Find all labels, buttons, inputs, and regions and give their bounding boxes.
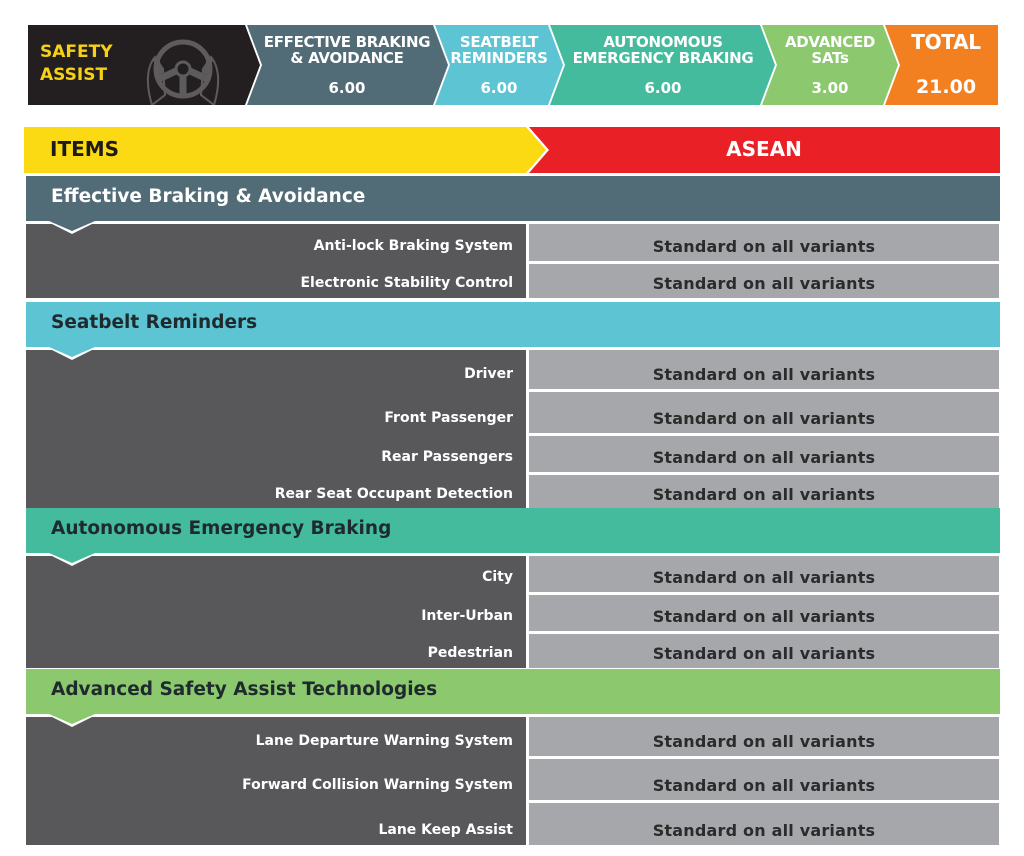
section-header [26,176,1000,221]
asean-value: Standard on all variants [652,485,876,504]
score-autonomous-emergency-braking [558,25,768,105]
asean-value-cell [529,392,999,433]
row-item-label: City [482,569,513,585]
row-item-label: Front Passenger [384,410,513,426]
section-header [26,508,1000,553]
asean-value-cell [529,224,999,261]
row-item-label: Pedestrian [427,645,513,661]
asean-value-cell [529,436,999,472]
asean-value: Standard on all variants [652,568,876,587]
asean-value: Standard on all variants [652,448,876,467]
table-header [24,127,1000,173]
safety-assist-line1: SAFETY [40,42,113,62]
section-pointer-icon [46,553,98,569]
row-item-label: Lane Departure Warning System [255,733,513,749]
row-item-label: Rear Passengers [381,449,513,465]
asean-value: Standard on all variants [652,776,876,795]
asean-value: Standard on all variants [652,365,876,384]
row-item-label: Electronic Stability Control [300,275,513,291]
score-seatbelt-reminders [442,25,556,105]
asean-value: Standard on all variants [652,237,876,256]
asean-value-cell [529,475,999,509]
steering-wheel-hands-icon [143,29,223,105]
section-header [26,669,1000,714]
asean-value: Standard on all variants [652,274,876,293]
segment-label: SATs [811,49,849,67]
segment-score: 3.00 [811,79,849,97]
score-advanced-sats [770,25,890,105]
asean-value-cell [529,556,999,592]
asean-column-header: ASEAN [726,137,802,161]
section-title: Autonomous Emergency Braking [51,518,392,539]
segment-score: 6.00 [480,79,518,97]
safety-assist-title [40,41,113,87]
segment-label: EFFECTIVE BRAKING [263,33,431,51]
section-title: Advanced Safety Assist Technologies [51,679,438,700]
safety-assist-score-banner [28,25,998,105]
segment-score: 6.00 [328,79,366,97]
asean-value: Standard on all variants [652,732,876,751]
segment-label: ADVANCED [784,33,876,51]
section-title: Seatbelt Reminders [51,312,258,333]
segment-label: AUTONOMOUS [603,33,723,51]
section-header [26,302,1000,347]
section-pointer-icon [46,221,98,237]
row-item-label: Lane Keep Assist [378,822,513,838]
asean-value: Standard on all variants [652,644,876,663]
row-item-label: Anti-lock Braking System [313,238,513,254]
segment-score: 6.00 [644,79,682,97]
segment-label: EMERGENCY BRAKING [572,49,754,67]
row-item-label: Forward Collision Warning System [242,777,513,793]
asean-value-cell [529,759,999,800]
safety-assist-line2: ASSIST [40,65,108,85]
items-column-header: ITEMS [50,137,120,161]
asean-value-cell [529,350,999,389]
row-item-label: Inter-Urban [421,608,513,624]
section-pointer-icon [46,347,98,363]
asean-value-cell [529,803,999,845]
row-item-label: Rear Seat Occupant Detection [274,486,513,502]
segment-label: & AVOIDANCE [290,49,404,67]
segment-label: REMINDERS [450,49,548,67]
row-item-label: Driver [464,366,513,382]
asean-value-cell [529,264,999,298]
section-pointer-icon [46,714,98,730]
score-effective-braking [254,25,440,105]
asean-value: Standard on all variants [652,821,876,840]
asean-value: Standard on all variants [652,409,876,428]
segment-label: SEATBELT [459,33,539,51]
section-title: Effective Braking & Avoidance [51,186,366,207]
total-label: TOTAL [911,30,981,54]
asean-value-cell [529,634,999,668]
score-total [894,25,998,105]
asean-value-cell [529,717,999,756]
asean-value: Standard on all variants [652,607,876,626]
total-score: 21.00 [915,76,977,98]
asean-value-cell [529,595,999,631]
